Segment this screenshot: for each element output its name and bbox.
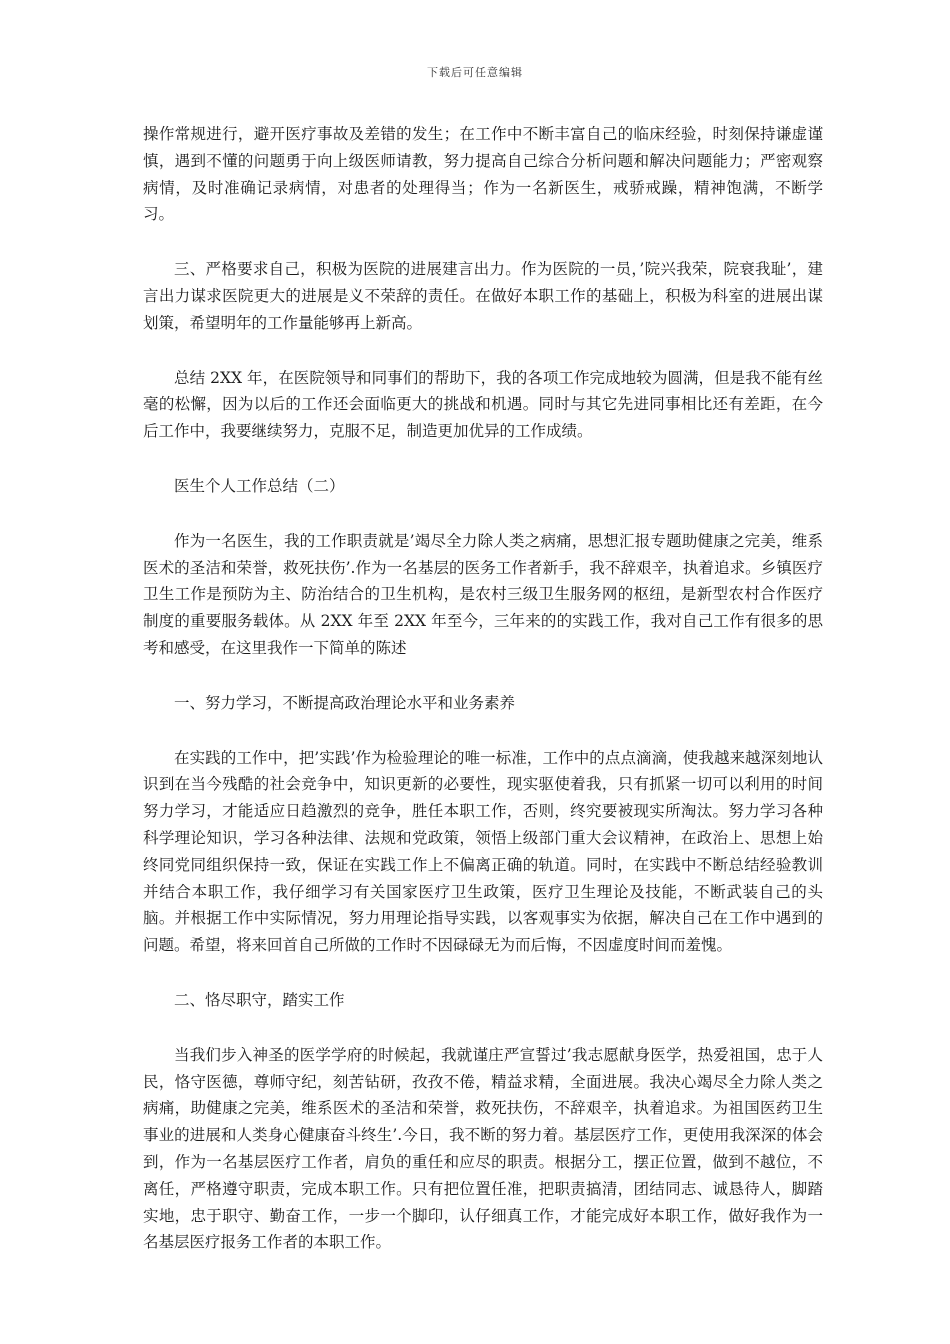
document-body: [143, 121, 823, 1284]
paragraph-continuation: 操作常规进行，避开医疗事故及差错的发生；在工作中不断丰富自己的临床经验，时刻保持谦虚谨慎，遇到不懂的问题勇于向上级医师请教，努力提高自己综合分析问题和解决问题能力；严密观察病情，及时准确记录病情，对患者的处理得当；作为一名新医生，戒骄戒躁，精神饱满，不断学习。: [143, 125, 823, 224]
paragraph-intro-part-two: 作为一名医生，我的工作职责就是’竭尽全力除人类之病痛，思想汇报专题助健康之完美，维系医术的圣洁和荣誉，救死扶伤’.作为一名基层的医务工作者新手，我不辞艰辛，执着追求。乡镇医疗卫生工作是预防为主、防治结合的卫生机构，是农村三级卫生服务网的枢纽，是新型农村合作医疗制度的重要服务载体。从 2XX 年至 2XX 年至今，三年来的的实践工作，我对自己工作有很多的思考和感受，在这里我作一下简单的陈述: [143, 531, 823, 657]
paragraph-summary: 总结 2XX 年，在医院领导和同事们的帮助下，我的各项工作完成地较为圆满，但是我不能有丝毫的松懈，因为以后的工作还会面临更大的挑战和机遇。同时与其它先进同事相比还有差距，在今后工作中，我要继续努力，克服不足，制造更加优异的工作成绩。: [143, 368, 823, 441]
paragraph-study: 在实践的工作中，把’实践’作为检验理论的唯一标准，工作中的点点滴滴，使我越来越深刻地认识到在当今残酷的社会竞争中，知识更新的必要性，现实驱使着我，只有抓紧一切可以利用的时间努力学习，才能适应日趋激烈的竞争，胜任本职工作，否则，终究要被现实所淘汰。努力学习各种科学理论知识，学习各种法律、法规和党政策，领悟上级部门重大会议精神，在政治上、思想上始终同党同组织保持一致，保证在实践工作上不偏离正确的轨道。同时，在实践中不断总结经验教训并结合本职工作，我仔细学习有关国家医疗卫生政策，医疗卫生理论及技能，不断武装自己的头脑。并根据工作中实际情况，努力用理论指导实践，以客观事实为依据，解决自己在工作中遇到的问题。希望，将来回首自己所做的工作时不因碌碌无为而后悔，不因虚度时间而羞愧。: [143, 748, 823, 955]
heading-duty: 二、恪尽职守，踏实工作: [174, 990, 345, 1009]
page-header: 下载后可任意编辑: [427, 66, 523, 79]
paragraph-section-three: 三、严格要求自己，积极为医院的进展建言出力。作为医院的一员，’院兴我荣，院衰我耻’，建言出力谋求医院更大的进展是义不荣辞的责任。在做好本职工作的基础上，积极为科室的进展出谋划策，希望明年的工作量能够再上新高。: [143, 260, 823, 332]
heading-study: 一、努力学习，不断提高政治理论水平和业务素养: [174, 693, 516, 712]
section-title-part-two: 医生个人工作总结（二）: [174, 476, 345, 495]
paragraph-duty: 当我们步入神圣的医学学府的时候起，我就谨庄严宣誓过’我志愿献身医学，热爱祖国，忠于人民，恪守医德，尊师守纪，刻苦钻研，孜孜不倦，精益求精，全面进展。我决心竭尽全力除人类之病痛，助健康之完美，维系医术的圣洁和荣誉，救死扶伤，不辞艰辛，执着追求。为祖国医药卫生事业的进展和人类身心健康奋斗终生’.今日，我不断的努力着。基层医疗工作，更使用我深深的体会到，作为一名基层医疗工作者，肩负的重任和应尽的职责。根据分工，摆正位置，做到不越位，不离任，严格遵守职责，完成本职工作。只有把位置任准，把职责搞清，团结同志、诚恳待人，脚踏实地，忠于职守、勤奋工作，一步一个脚印，认仔细真工作，才能完成好本职工作，做好我作为一名基层医疗报务工作者的本职工作。: [143, 1045, 823, 1252]
